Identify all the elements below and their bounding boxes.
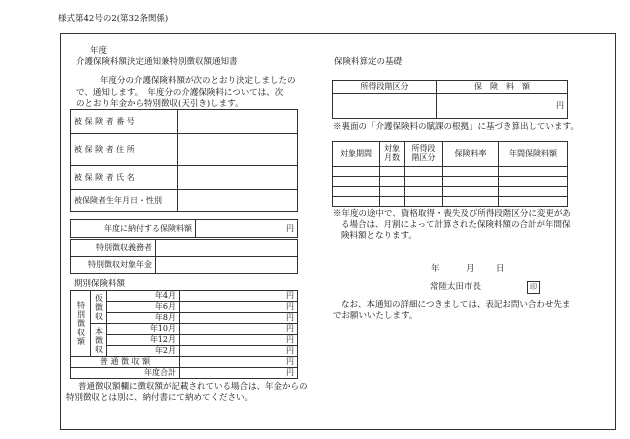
period-premium-table bbox=[70, 290, 298, 379]
intro-line-1: 年度分の介護保険料額が次のとおり決定しましたの bbox=[100, 76, 296, 86]
main-collection-label: 本徴収 bbox=[91, 324, 107, 357]
table-cell bbox=[499, 177, 568, 187]
bracket-header: 所得段階区分 bbox=[333, 81, 437, 94]
seal-mark: 印 bbox=[527, 281, 540, 294]
premium-header: 保 険 料 額 bbox=[437, 81, 568, 94]
period-header-months: 対象月数 bbox=[380, 142, 405, 167]
table-cell bbox=[333, 197, 380, 207]
midyear-note-line-2: る場合は、月割によって計算された保険料額の合計が年間保 bbox=[341, 220, 571, 230]
table-cell bbox=[380, 167, 405, 177]
period-header-annual: 年間保険料額 bbox=[499, 142, 568, 167]
table-cell bbox=[443, 187, 499, 197]
month-jun-yen: 円 bbox=[180, 302, 298, 313]
ordinary-collection-label: 普 通 徴 収 額 bbox=[71, 357, 180, 368]
insured-birthdate-label: 被保険者生年月日・性別 bbox=[71, 190, 178, 212]
period-calculation-table bbox=[332, 141, 568, 207]
inquiry-line-1: なお、本通知の詳細につきましては、表記お問い合わせ先ま bbox=[341, 300, 571, 310]
table-cell bbox=[443, 197, 499, 207]
fiscal-total-label: 年度合計 bbox=[71, 368, 180, 379]
period-heading: 期別保険料額 bbox=[74, 279, 126, 289]
month-aug-yen: 円 bbox=[180, 313, 298, 324]
month-apr: 年4月 bbox=[107, 291, 180, 302]
fiscal-total-yen: 円 bbox=[180, 368, 298, 379]
seal-icon bbox=[527, 281, 540, 294]
obligor-value bbox=[156, 240, 298, 257]
period-header-bracket: 所得段階区分 bbox=[405, 142, 443, 167]
month-oct-yen: 円 bbox=[180, 324, 298, 335]
insured-info-table bbox=[70, 109, 298, 212]
month-apr-yen: 円 bbox=[180, 291, 298, 302]
table-cell bbox=[499, 167, 568, 177]
table-cell bbox=[405, 167, 443, 177]
premium-basis-table bbox=[332, 80, 568, 119]
table-cell bbox=[380, 187, 405, 197]
table-cell bbox=[443, 167, 499, 177]
provisional-label: 仮徴収 bbox=[91, 291, 107, 324]
table-cell bbox=[499, 197, 568, 207]
insured-number-value bbox=[178, 110, 298, 134]
table-cell bbox=[405, 197, 443, 207]
month-dec: 年12月 bbox=[107, 335, 180, 346]
intro-line-3: のとおり年金から特別徴収(天引き)します。 bbox=[76, 99, 244, 109]
table-cell bbox=[333, 177, 380, 187]
basis-heading: 保険料算定の基礎 bbox=[334, 57, 403, 67]
premium-value-yen: 円 bbox=[437, 94, 568, 119]
obligor-label: 特別徴収義務者 bbox=[71, 240, 156, 257]
table-cell bbox=[333, 167, 380, 177]
insured-name-value bbox=[178, 166, 298, 190]
mayor-title: 常陸太田市長 bbox=[430, 282, 482, 292]
table-cell bbox=[405, 187, 443, 197]
table-cell bbox=[405, 177, 443, 187]
month-aug: 年8月 bbox=[107, 313, 180, 324]
pension-value bbox=[156, 257, 298, 274]
intro-line-2: で、通知します。 年度分の介護保険料については、次 bbox=[76, 88, 284, 98]
annual-premium-label: 年度に納付する保険料額 bbox=[71, 220, 196, 238]
month-feb: 年2月 bbox=[107, 346, 180, 357]
midyear-note-line-1: ※年度の途中で、資格取得・喪失及び所得段階区分に変更があ bbox=[333, 209, 571, 219]
month-feb-yen: 円 bbox=[180, 346, 298, 357]
ordinary-note-line-1: 普通徴収額欄に徴収額が記載されている場合は、年金からの bbox=[78, 382, 308, 392]
reverse-side-note: ※裏面の「介護保険料の賦課の根拠」に基づき算出しています。 bbox=[333, 122, 579, 132]
table-cell bbox=[333, 187, 380, 197]
month-oct: 年10月 bbox=[107, 324, 180, 335]
special-collection-label: 特別徴収額 bbox=[71, 291, 91, 357]
withholding-table bbox=[70, 239, 298, 274]
table-cell bbox=[380, 177, 405, 187]
insured-address-label: 被 保 険 者 住 所 bbox=[71, 134, 178, 166]
period-header-rate: 保険料率 bbox=[443, 142, 499, 167]
insured-name-label: 被 保 険 者 氏 名 bbox=[71, 166, 178, 190]
insured-address-value bbox=[178, 134, 298, 166]
month-jun: 年6月 bbox=[107, 302, 180, 313]
midyear-note-line-3: 険料額となります。 bbox=[341, 231, 417, 241]
month-dec-yen: 円 bbox=[180, 335, 298, 346]
table-cell bbox=[499, 187, 568, 197]
date-month: 月 bbox=[466, 264, 475, 274]
insured-birthdate-value bbox=[178, 190, 298, 212]
annual-premium-yen: 円 bbox=[196, 220, 298, 238]
pension-label: 特別徴収対象年金 bbox=[71, 257, 156, 274]
annual-premium-table bbox=[70, 219, 298, 238]
ordinary-note-line-2: 特別徴収とは別に、納付書にて納めてください。 bbox=[66, 393, 254, 403]
document-title: 介護保険料額決定通知兼特別徴収額通知書 bbox=[76, 57, 238, 67]
date-year: 年 bbox=[431, 264, 440, 274]
ordinary-collection-yen: 円 bbox=[180, 357, 298, 368]
inquiry-line-2: でお願いいたします。 bbox=[333, 311, 418, 321]
bracket-value bbox=[333, 94, 437, 119]
period-header-target: 対象期間 bbox=[333, 142, 380, 167]
year-label: 年度 bbox=[90, 46, 108, 56]
insured-number-label: 被 保 険 者 番 号 bbox=[71, 110, 178, 134]
form-number: 様式第42号の2(第32条関係) bbox=[58, 14, 169, 24]
table-cell bbox=[443, 177, 499, 187]
date-day: 日 bbox=[496, 264, 505, 274]
table-cell bbox=[380, 197, 405, 207]
